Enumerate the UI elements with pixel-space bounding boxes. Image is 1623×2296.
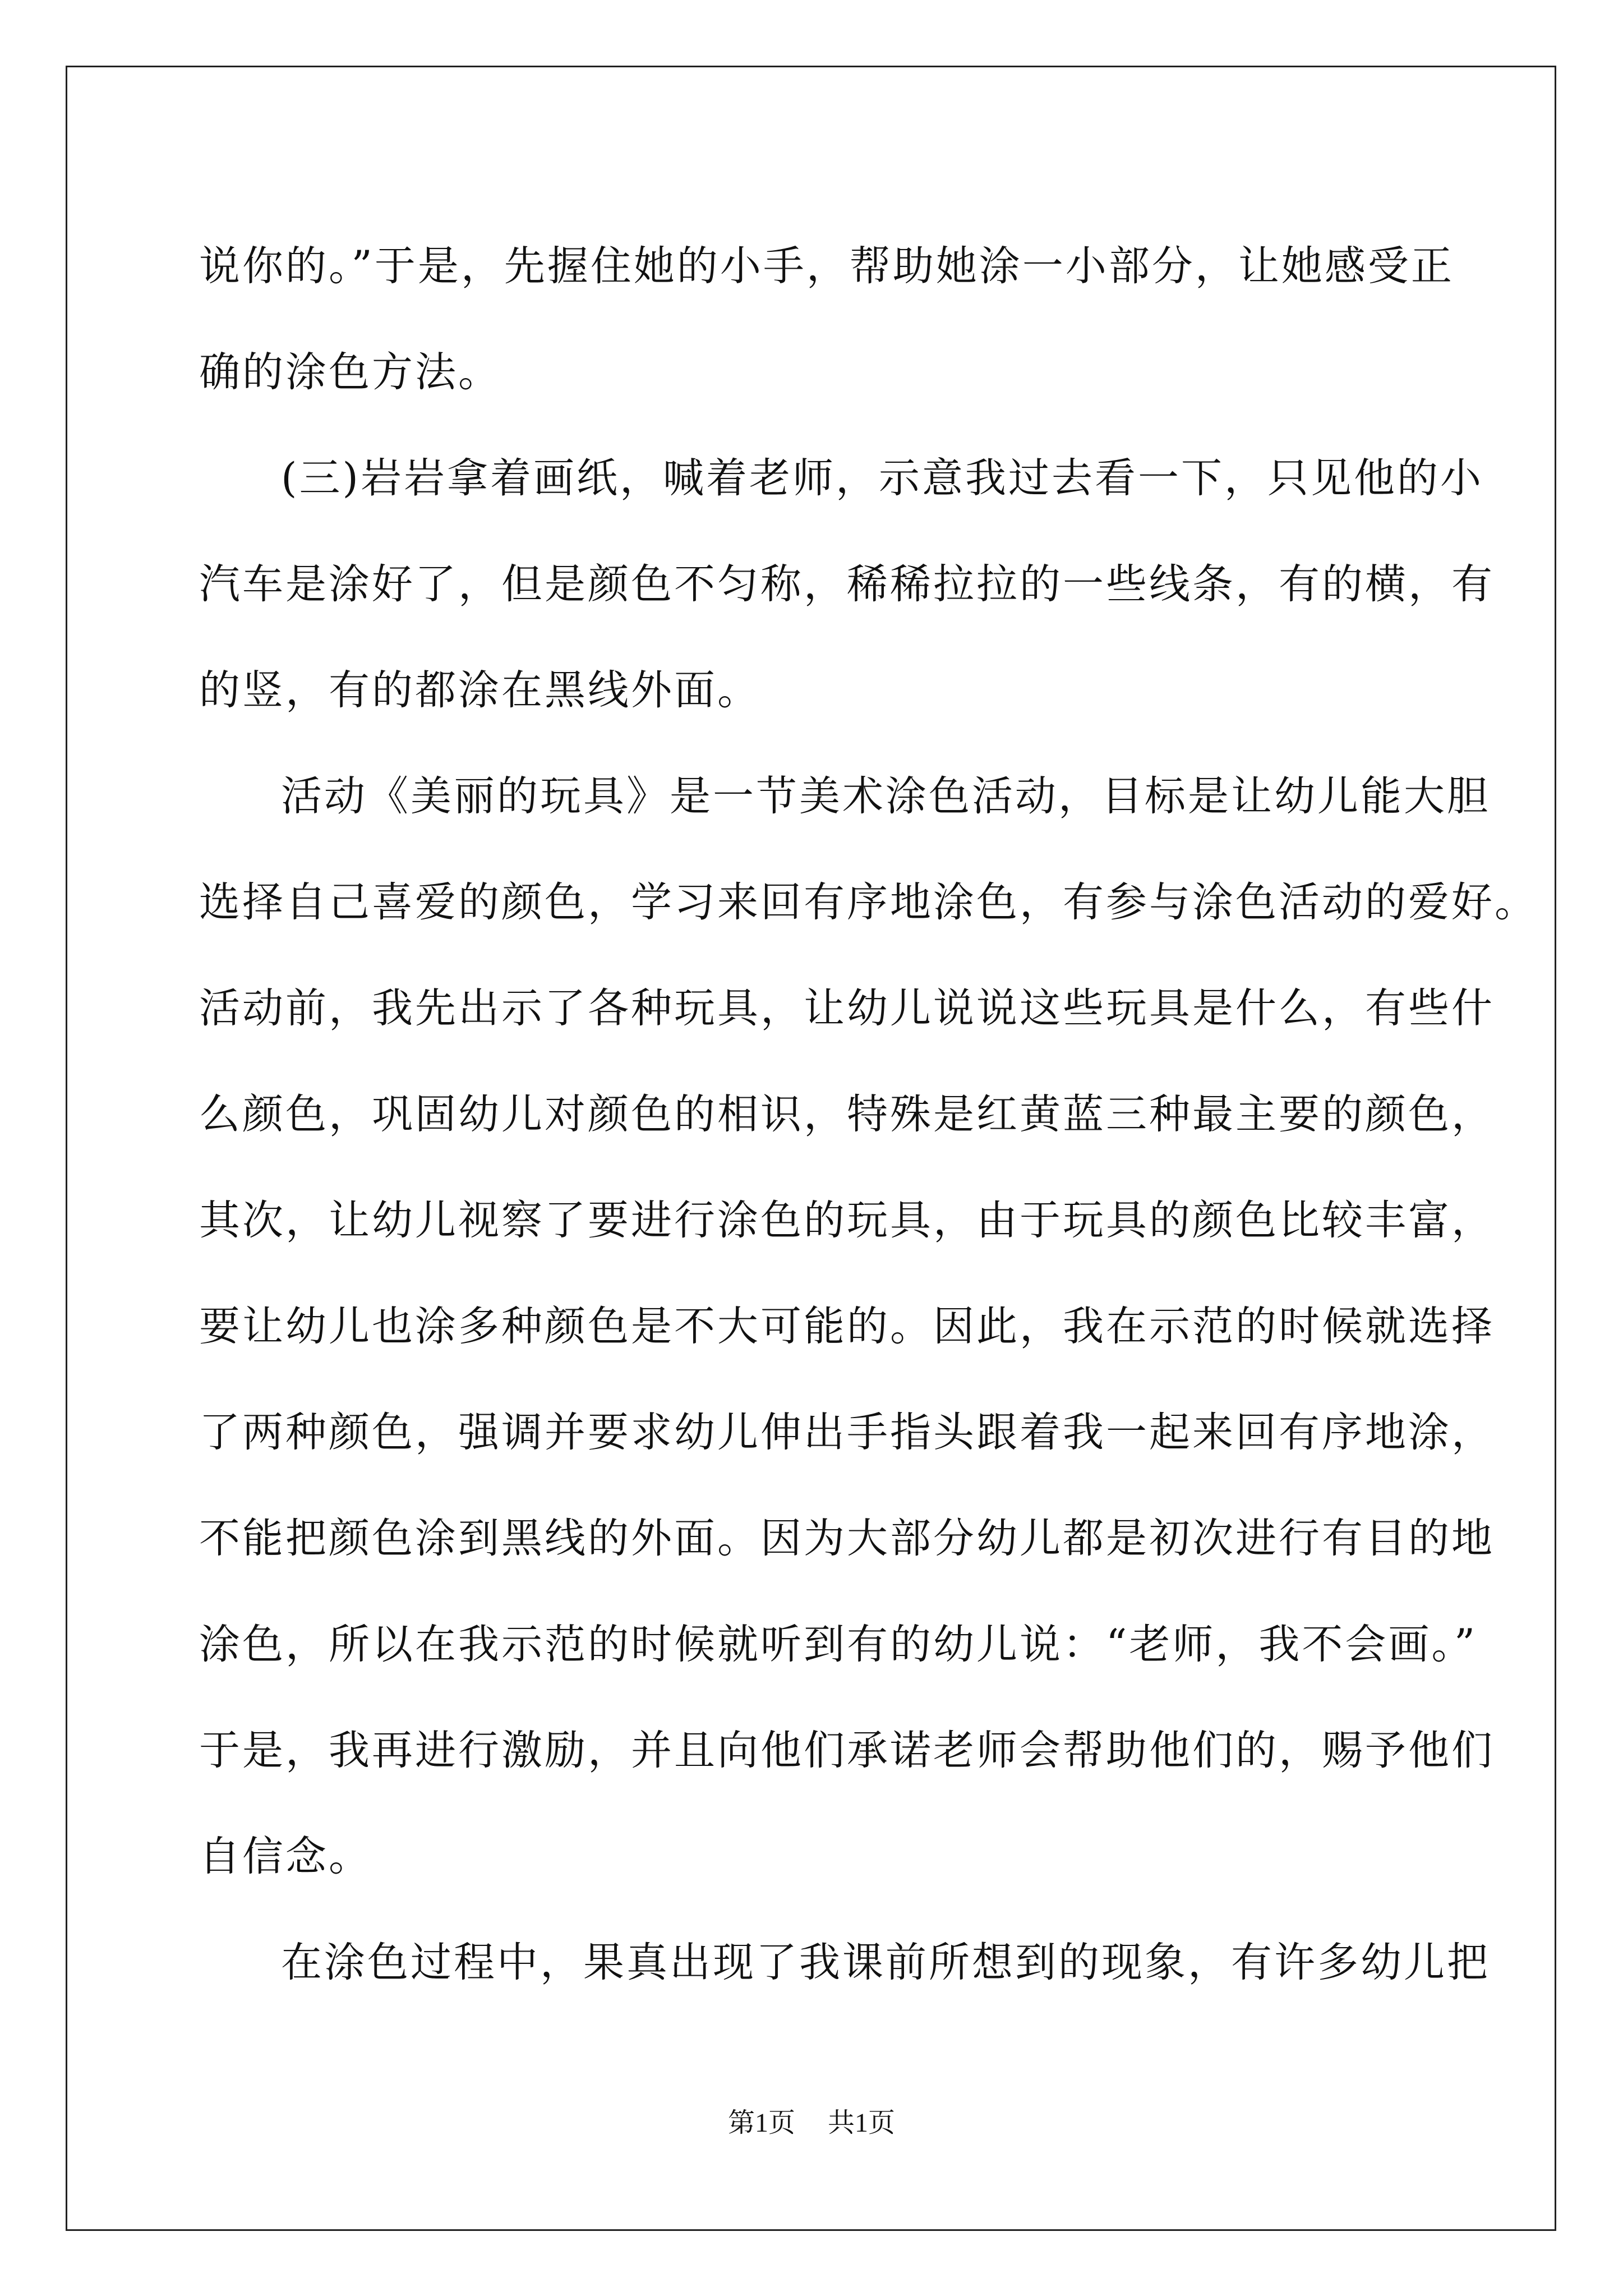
text-line: 说你的。”于是，先握住她的小手，帮助她涂一小部分，让她感受正 [199, 242, 1454, 290]
page-number-total: 共1页 [828, 2108, 896, 2138]
text-line: 么颜色，巩固幼儿对颜色的相识，特殊是红黄蓝三种最主要的颜色， [199, 1091, 1495, 1138]
text-line: 在涂色过程中，果真出现了我课前所想到的现象，有许多幼儿把 [281, 1939, 1490, 1986]
paragraph [199, 213, 1455, 425]
text-line: 确的涂色方法。 [199, 348, 501, 396]
text-line: 自信念。 [199, 1833, 372, 1880]
text-line: 于是，我再进行激励，并且向他们承诺老师会帮助他们的，赐予他们 [199, 1727, 1495, 1774]
text-line: 了两种颜色，强调并要求幼儿伸出手指头跟着我一起来回有序地涂， [199, 1409, 1495, 1456]
text-line: 汽车是涂好了，但是颜色不匀称，稀稀拉拉的一些线条，有的横，有 [199, 560, 1495, 608]
page-footer [0, 2101, 1623, 2139]
text-line: 不能把颜色涂到黑线的外面。因为大部分幼儿都是初次进行有目的地 [199, 1515, 1495, 1562]
text-line: 的竖，有的都涂在黑线外面。 [199, 666, 760, 714]
document-body [199, 213, 1538, 2016]
paragraph [199, 1910, 1490, 2016]
text-line: (三)岩岩拿着画纸，喊着老师，示意我过去看一下，只见他的小 [281, 454, 1483, 502]
text-line: 其次，让幼儿视察了要进行涂色的玩具，由于玩具的颜色比较丰富， [199, 1197, 1495, 1244]
text-line: 选择自己喜爱的颜色，学习来回有序地涂色，有参与涂色活动的爱好。 [199, 878, 1538, 926]
paragraph [199, 743, 1538, 1910]
text-line: 活动前，我先出示了各种玩具，让幼儿说说这些玩具是什么，有些什 [199, 984, 1495, 1032]
paragraph [199, 425, 1495, 743]
text-line: 涂色，所以在我示范的时候就听到有的幼儿说：“老师，我不会画。” [199, 1621, 1478, 1668]
text-line: 活动《美丽的玩具》是一节美术涂色活动，目标是让幼儿能大胆 [281, 772, 1490, 820]
text-line: 要让幼儿也涂多种颜色是不大可能的。因此，我在示范的时候就选择 [199, 1303, 1495, 1350]
page-number-current: 第1页 [727, 2108, 795, 2138]
